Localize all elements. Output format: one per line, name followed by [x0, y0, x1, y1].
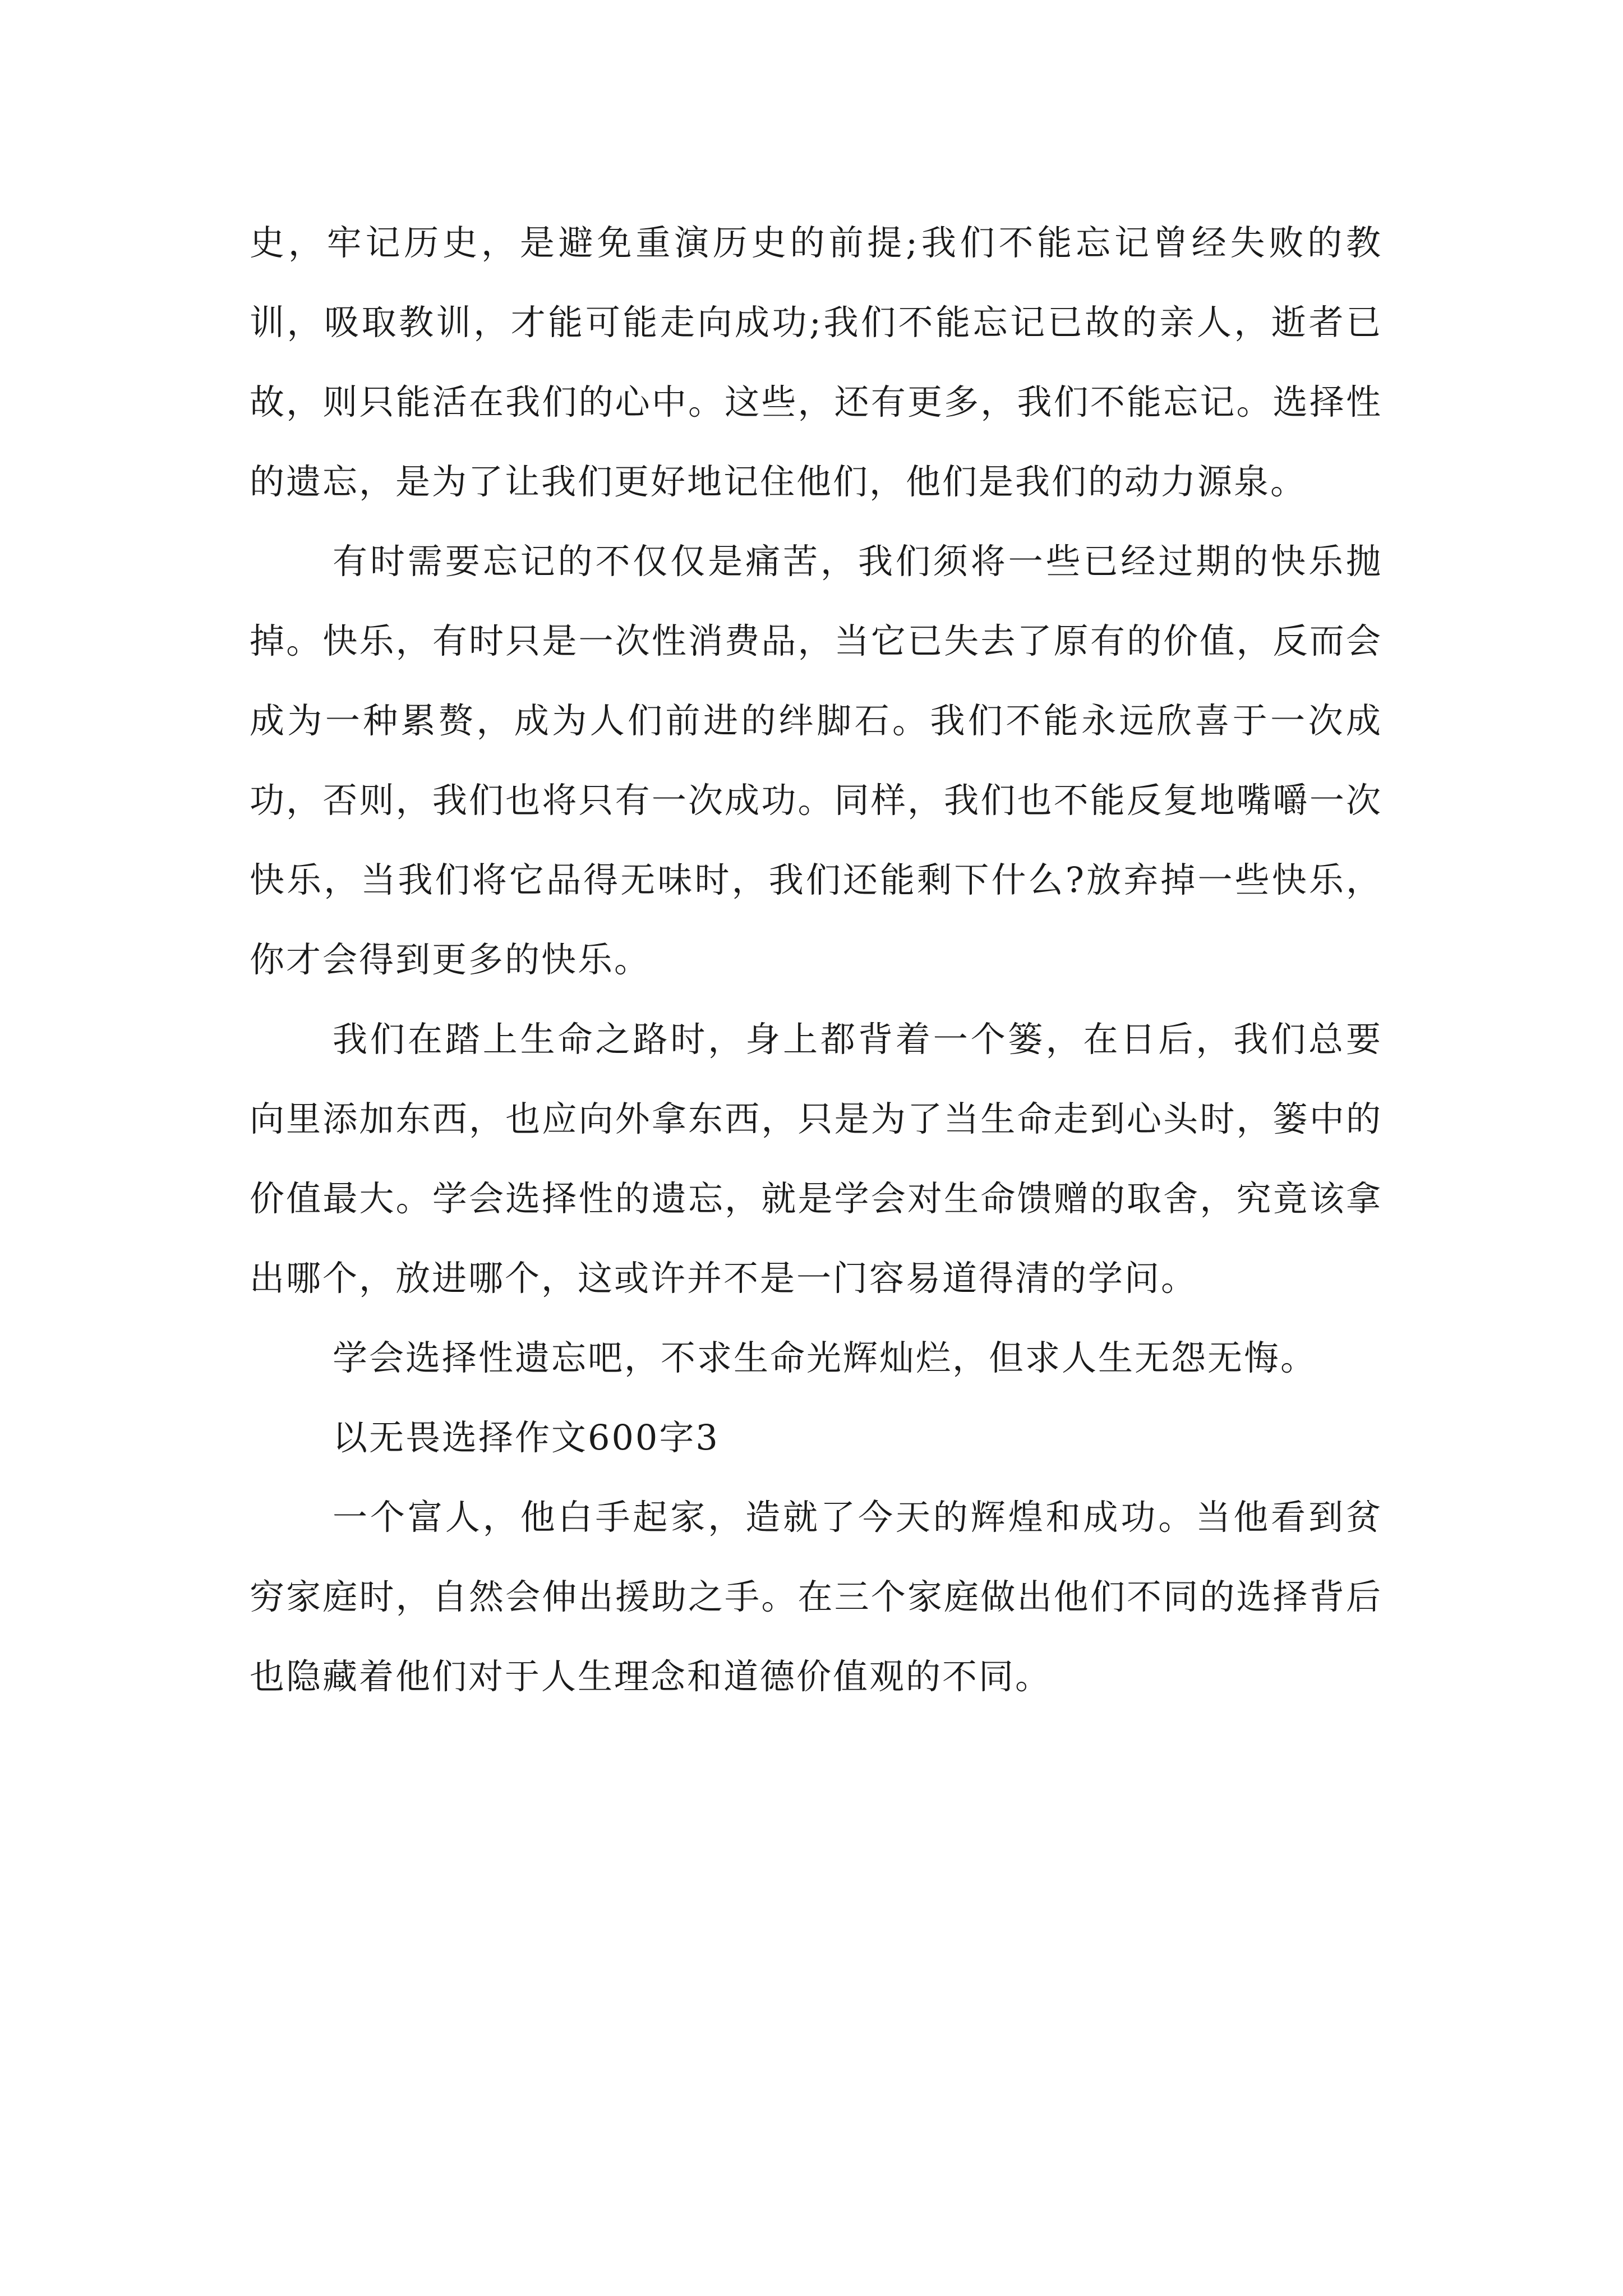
section-heading: 以无畏选择作文600字3	[333, 1417, 720, 1458]
paragraph: 学会选择性遗忘吧，不求生命光辉灿烂，但求人生无怨无悔。	[333, 1337, 1317, 1378]
document-body	[250, 203, 1382, 1717]
paragraph: 有时需要忘记的不仅仅是痛苦，我们须将一些已经过期的快乐抛掉。快乐，有时只是一次性消费品，当它已失去了原有的价值，反而会成为一种累赘，成为人们前进的绊脚石。我们不能永远欣喜于一次成功，否则，我们也将只有一次成功。同样，我们也不能反复地嘴嚼一次快乐，当我们将它品得无味时，我们还能剩下什么?放弃掉一些快乐，你才会得到更多的快乐。	[250, 541, 1382, 980]
paragraph: 我们在踏上生命之路时，身上都背着一个篓，在日后，我们总要向里添加东西，也应向外拿东西，只是为了当生命走到心头时，篓中的价值最大。学会选择性的遗忘，就是学会对生命馈赠的取舍，究竟该拿出哪个，放进哪个，这或许并不是一门容易道得清的学问。	[250, 1019, 1382, 1299]
paragraph-continuation: 史，牢记历史，是避免重演历史的前提;我们不能忘记曾经失败的教训，吸取教训，才能可能走向成功;我们不能忘记已故的亲人，逝者已故，则只能活在我们的心中。这些，还有更多，我们不能忘记。选择性的遗忘，是为了让我们更好地记住他们，他们是我们的动力源泉。	[250, 222, 1382, 502]
paragraph: 一个富人，他白手起家，造就了今天的辉煌和成功。当他看到贫穷家庭时，自然会伸出援助之手。在三个家庭做出他们不同的选择背后也隐藏着他们对于人生理念和道德价值观的不同。	[250, 1497, 1382, 1697]
